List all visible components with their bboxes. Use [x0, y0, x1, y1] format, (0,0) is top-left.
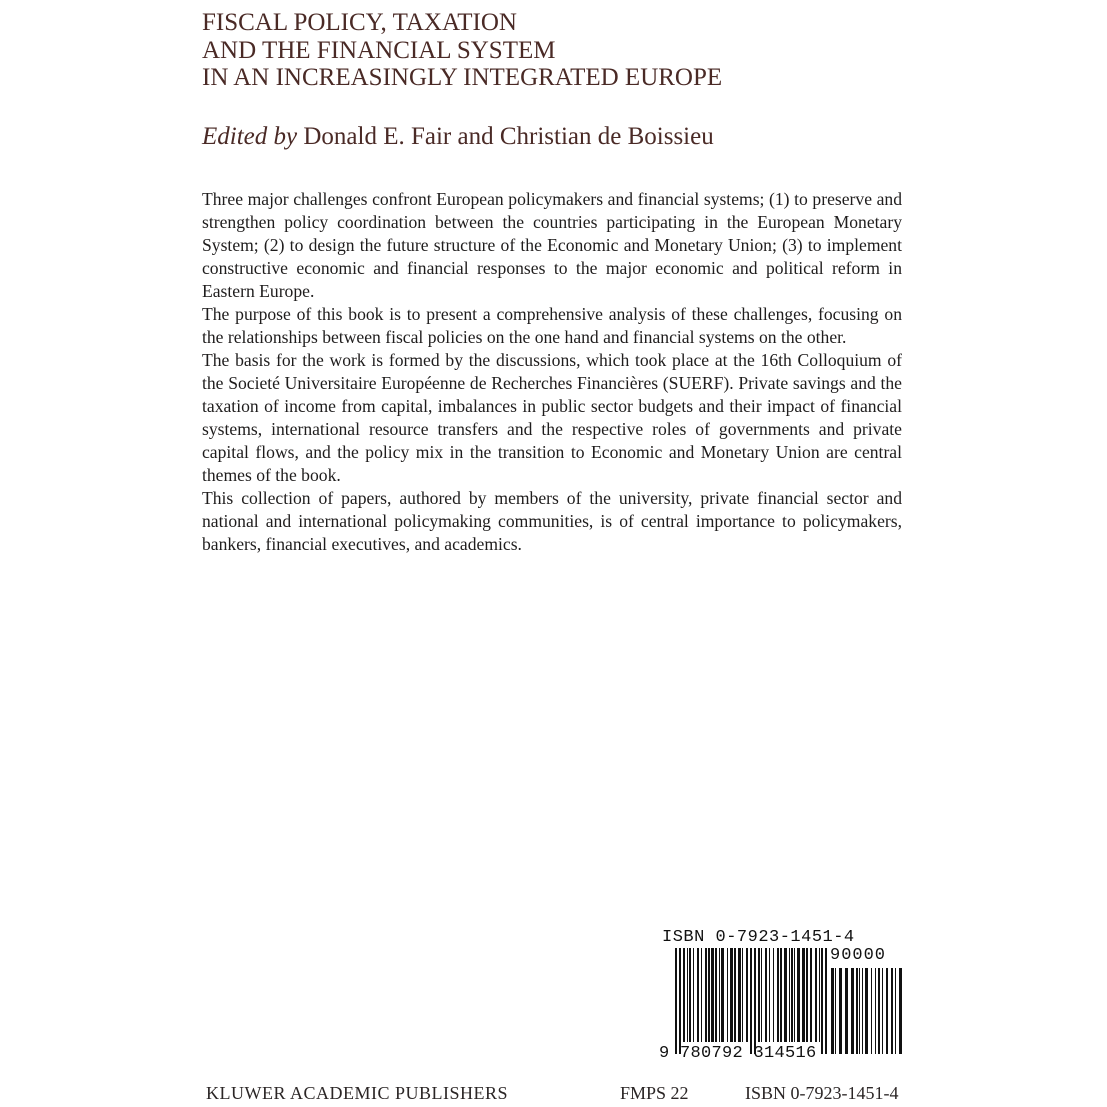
editor-names: Donald E. Fair and Christian de Boissieu	[303, 123, 714, 150]
description-paragraph-2: The purpose of this book is to present a comprehensive analysis of these challenges, focusing on the relationships between fiscal policies on the one hand and financial systems on the other.	[202, 304, 902, 347]
footer-isbn: ISBN 0-7923-1451-4	[745, 1083, 899, 1103]
isbn-barcode	[655, 928, 905, 1068]
publisher-name: KLUWER ACADEMIC PUBLISHERS	[206, 1083, 509, 1103]
barcode-ean-number: 9 780792 314516	[659, 1044, 817, 1063]
series-code: FMPS 22	[620, 1083, 689, 1103]
barcode-addon-number: 90000	[830, 946, 887, 965]
edited-by-prefix: Edited by	[202, 123, 298, 150]
description-paragraph-1: Three major challenges confront European policymakers and financial systems; (1) to preserve and strengthen policy coordination between the countries participating in the European Monetary System; (2) to design the future structure of the Economic and Monetary Union; (3) to implement constructive economic and financial responses to the major economic and political reform in Eastern Europe.	[202, 189, 902, 301]
barcode-isbn-label: ISBN 0-7923-1451-4	[662, 928, 855, 947]
title-line-2: AND THE FINANCIAL SYSTEM	[202, 36, 556, 64]
description-paragraph-3: The basis for the work is formed by the discussions, which took place at the 16th Colloquium of the Societé Universitaire Européenne de Recherches Financières (SUERF). Private savings and the taxation of income from capital, imbalances in public sector budgets and their impact of financial systems, international resource transfers and the respective roles of governments and private capital flows, and the policy mix in the transition to Economic and Monetary Union are central themes of the book.	[202, 350, 902, 485]
title-line-1: FISCAL POLICY, TAXATION	[202, 9, 517, 36]
description-paragraph-4: This collection of papers, authored by members of the university, private financial sector and national and international policymaking communities, is of central importance to policymakers, bankers, financial executives, and academics.	[202, 488, 902, 554]
book-description	[202, 188, 902, 556]
book-title	[202, 9, 902, 92]
title-line-3: IN AN INCREASINGLY INTEGRATED EUROPE	[202, 64, 723, 91]
editors-line	[202, 122, 902, 152]
